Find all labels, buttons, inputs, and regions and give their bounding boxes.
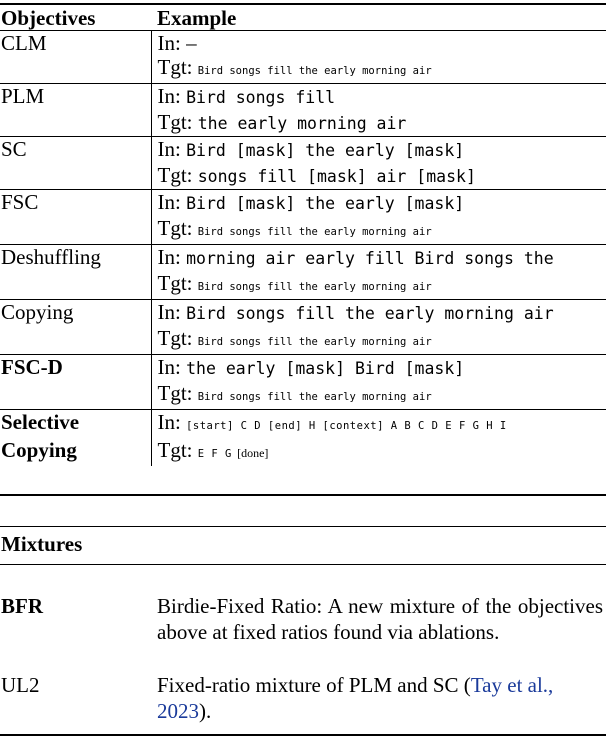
mixtures-header-rule (0, 564, 606, 565)
tgt-text: Bird songs fill the early morning air (197, 226, 432, 238)
objective-name: CLM (0, 31, 151, 56)
header-example: Example (157, 6, 237, 30)
in-label: In: (157, 410, 181, 434)
objective-row-in (0, 137, 606, 164)
in-label: In: (157, 137, 181, 161)
objective-row-in (0, 355, 606, 382)
tgt-label: Tgt: (157, 110, 193, 134)
example-tgt (151, 271, 606, 300)
mixture-description: Birdie-Fixed Ratio: A new mixture of the objectives above at fixed ratios found via ablations. (157, 594, 603, 644)
tgt-label: Tgt: (157, 55, 193, 79)
tgt-label: Tgt: (157, 271, 193, 295)
header-objectives: Objectives (1, 6, 96, 30)
objective-name-blank (0, 216, 151, 245)
tgt-text: Bird songs fill the early morning air (197, 281, 432, 293)
example-in (151, 245, 606, 272)
top-rule (0, 3, 606, 5)
objective-row-tgt (0, 271, 606, 300)
tgt-label: Tgt: (157, 438, 193, 462)
objective-name: SC (0, 137, 151, 164)
tgt-text: songs fill [mask] air [mask] (197, 167, 476, 186)
objective-name-line2: Copying (1, 438, 77, 462)
objective-name-blank (0, 55, 151, 84)
tgt-text: Bird songs fill the early morning air (197, 391, 432, 403)
in-text: Bird [mask] the early [mask] (186, 141, 465, 160)
objective-name-blank (0, 110, 151, 137)
tgt-text: the early morning air (197, 114, 407, 133)
in-label: In: (157, 300, 181, 324)
objective-row-in (0, 245, 606, 272)
mixtures-title: Mixtures (1, 532, 83, 556)
objective-row-tgt (0, 381, 606, 410)
example-tgt (151, 110, 606, 137)
bottom-rule (0, 734, 606, 736)
objective-name: Selective (0, 410, 151, 439)
objectives-table (0, 6, 606, 466)
objective-name: FSC-D (0, 355, 151, 382)
example-tgt (151, 381, 606, 410)
objective-row-tgt (0, 163, 606, 190)
mixture-description-text: Fixed-ratio mixture of PLM and SC ( (157, 673, 471, 697)
objective-name-blank (0, 381, 151, 410)
mixture-name: UL2 (1, 673, 40, 697)
in-text: morning air early fill Bird songs the (186, 249, 554, 268)
in-text: [start] C D [end] H [context] A B C D E F G H I (186, 420, 507, 432)
objective-row-in (0, 410, 606, 439)
in-label: In: (157, 245, 181, 269)
objective-name: Deshuffling (0, 245, 151, 272)
example-in (151, 355, 606, 382)
tgt-suffix: [done] (237, 446, 269, 460)
example-in (151, 31, 606, 56)
tgt-text: Bird songs fill the early morning air (197, 65, 432, 77)
example-tgt (151, 163, 606, 190)
tgt-text: E F G (197, 448, 232, 460)
tgt-label: Tgt: (157, 326, 193, 350)
in-text: – (186, 31, 197, 55)
mixture-description (157, 672, 603, 724)
objective-row-tgt (0, 326, 606, 355)
objective-name: PLM (0, 84, 151, 111)
objective-name-blank (0, 271, 151, 300)
example-tgt (151, 326, 606, 355)
in-text: the early [mask] Bird [mask] (186, 359, 465, 378)
example-in (151, 300, 606, 327)
example-in (151, 137, 606, 164)
mixtures-top-rule (0, 526, 606, 527)
tgt-label: Tgt: (157, 216, 193, 240)
tgt-text: Bird songs fill the early morning air (197, 336, 432, 348)
in-label: In: (157, 190, 181, 214)
mixture-name: BFR (1, 594, 43, 618)
objective-row-in (0, 31, 606, 56)
table-bottom-rule (0, 494, 606, 496)
example-in (151, 84, 606, 111)
tgt-label: Tgt: (157, 381, 193, 405)
example-tgt (151, 55, 606, 84)
in-text: Bird songs fill the early morning air (186, 304, 554, 323)
objective-row-tgt (0, 438, 606, 466)
objective-row-in (0, 190, 606, 217)
example-tgt (151, 438, 606, 466)
tgt-label: Tgt: (157, 163, 193, 187)
mixture-description-end: ). (199, 699, 212, 723)
objective-name: FSC (0, 190, 151, 217)
objective-row-in (0, 84, 606, 111)
objective-row-tgt (0, 110, 606, 137)
objective-row-tgt (0, 55, 606, 84)
example-in (151, 410, 606, 439)
objective-name-blank (0, 163, 151, 190)
objective-name-blank (0, 326, 151, 355)
citation-link[interactable]: Tay et al., 2023 (157, 673, 554, 723)
in-text: Bird [mask] the early [mask] (186, 194, 465, 213)
objective-row-tgt (0, 216, 606, 245)
in-label: In: (157, 31, 181, 55)
objective-row-in (0, 300, 606, 327)
in-label: In: (157, 84, 181, 108)
example-in (151, 190, 606, 217)
in-label: In: (157, 355, 181, 379)
in-text: Bird songs fill (186, 88, 336, 107)
objective-name: Copying (0, 300, 151, 327)
table-header-row (0, 6, 606, 31)
example-tgt (151, 216, 606, 245)
